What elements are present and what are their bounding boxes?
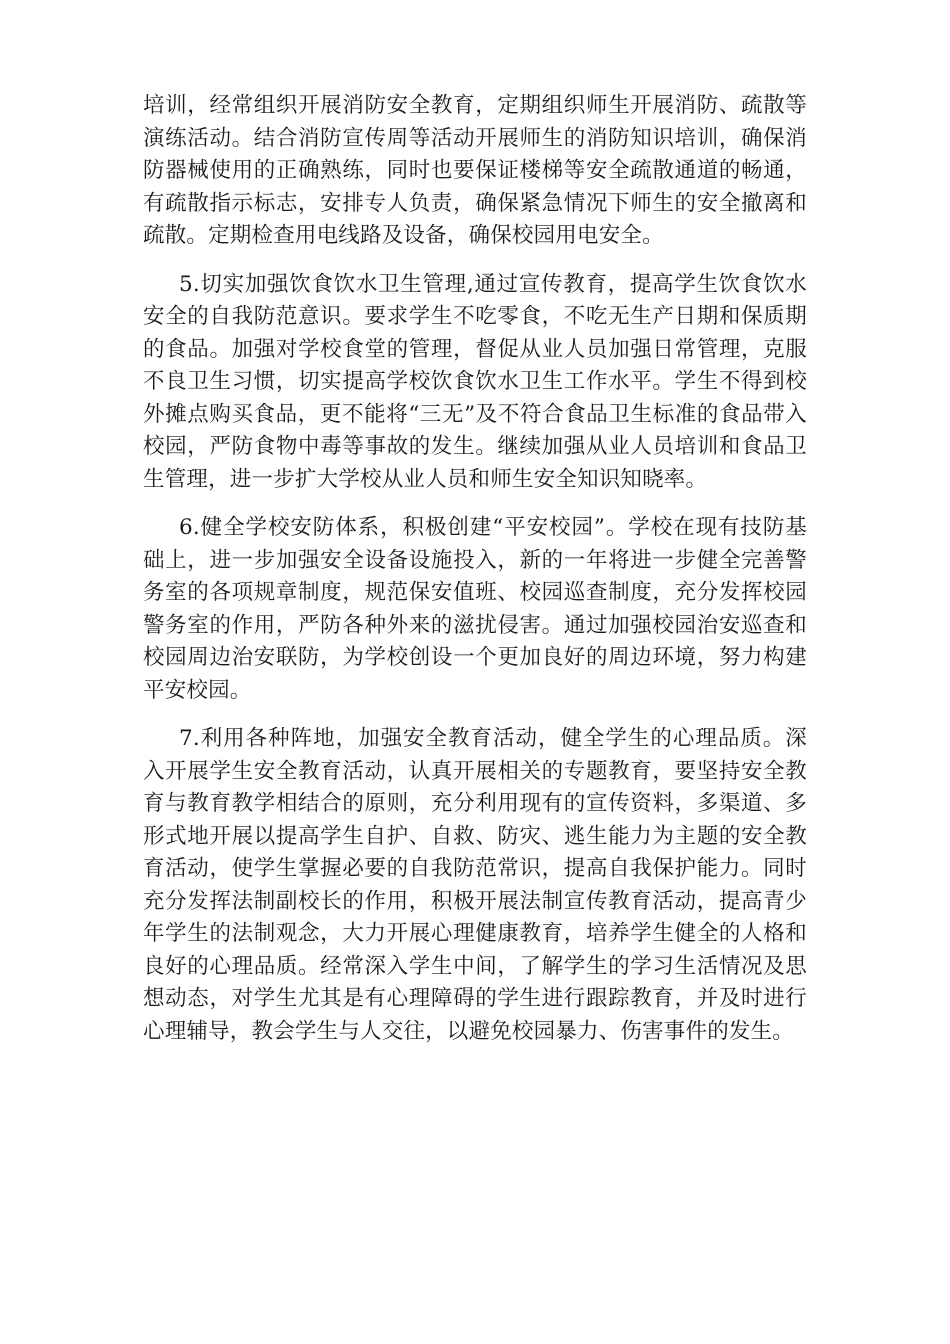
document-body <box>143 90 807 1064</box>
paragraph-item-6-campus-security: 6.健全学校安防体系，积极创建“平安校园”。学校在现有技防基础上，进一步加强安全设备设施投入，新的一年将进一步健全完善警务室的各项规章制度，规范保安值班、校园巡查制度，充分发挥校园警务室的作用，严防各种外来的滋扰侵害。通过加强校园治安巡查和校园周边治安联防，为学校创设一个更加良好的周边环境，努力构建平安校园。 <box>143 515 807 703</box>
paragraph-item-5-food-safety: 5.切实加强饮食饮水卫生管理,通过宣传教育，提高学生饮食饮水安全的自我防范意识。要求学生不吃零食，不吃无生产日期和保质期的食品。加强对学校食堂的管理，督促从业人员加强日常管理，克服不良卫生习惯，切实提高学校饮食饮水卫生工作水平。学生不得到校外摊点购买食品，更不能将“三无”及不符合食品卫生标准的食品带入校园，严防食物中毒等事故的发生。继续加强从业人员培训和食品卫生管理，进一步扩大学校从业人员和师生安全知识知晓率。 <box>143 271 807 492</box>
paragraph-fire-safety-continued: 培训，经常组织开展消防安全教育，定期组织师生开展消防、疏散等演练活动。结合消防宣传周等活动开展师生的消防知识培训，确保消防器械使用的正确熟练，同时也要保证楼梯等安全疏散通道的畅通，有疏散指示标志，安排专人负责，确保紧急情况下师生的安全撤离和疏散。定期检查用电线路及设备，确保校园用电安全。 <box>143 93 807 248</box>
paragraph-item-7-safety-education: 7.利用各种阵地，加强安全教育活动，健全学生的心理品质。深入开展学生安全教育活动，认真开展相关的专题教育，要坚持安全教育与教育教学相结合的原则，充分利用现有的宣传资料，多渠道、多形式地开展以提高学生自护、自救、防灾、逃生能力为主题的安全教育活动，使学生掌握必要的自我防范常识，提高自我保护能力。同时充分发挥法制副校长的作用，积极开展法制宣传教育活动，提高青少年学生的法制观念，大力开展心理健康教育，培养学生健全的人格和良好的心理品质。经常深入学生中间，了解学生的学习生活情况及思想动态，对学生尤其是有心理障碍的学生进行跟踪教育，并及时进行心理辅导，教会学生与人交往，以避免校园暴力、伤害事件的发生。 <box>143 726 807 1044</box>
